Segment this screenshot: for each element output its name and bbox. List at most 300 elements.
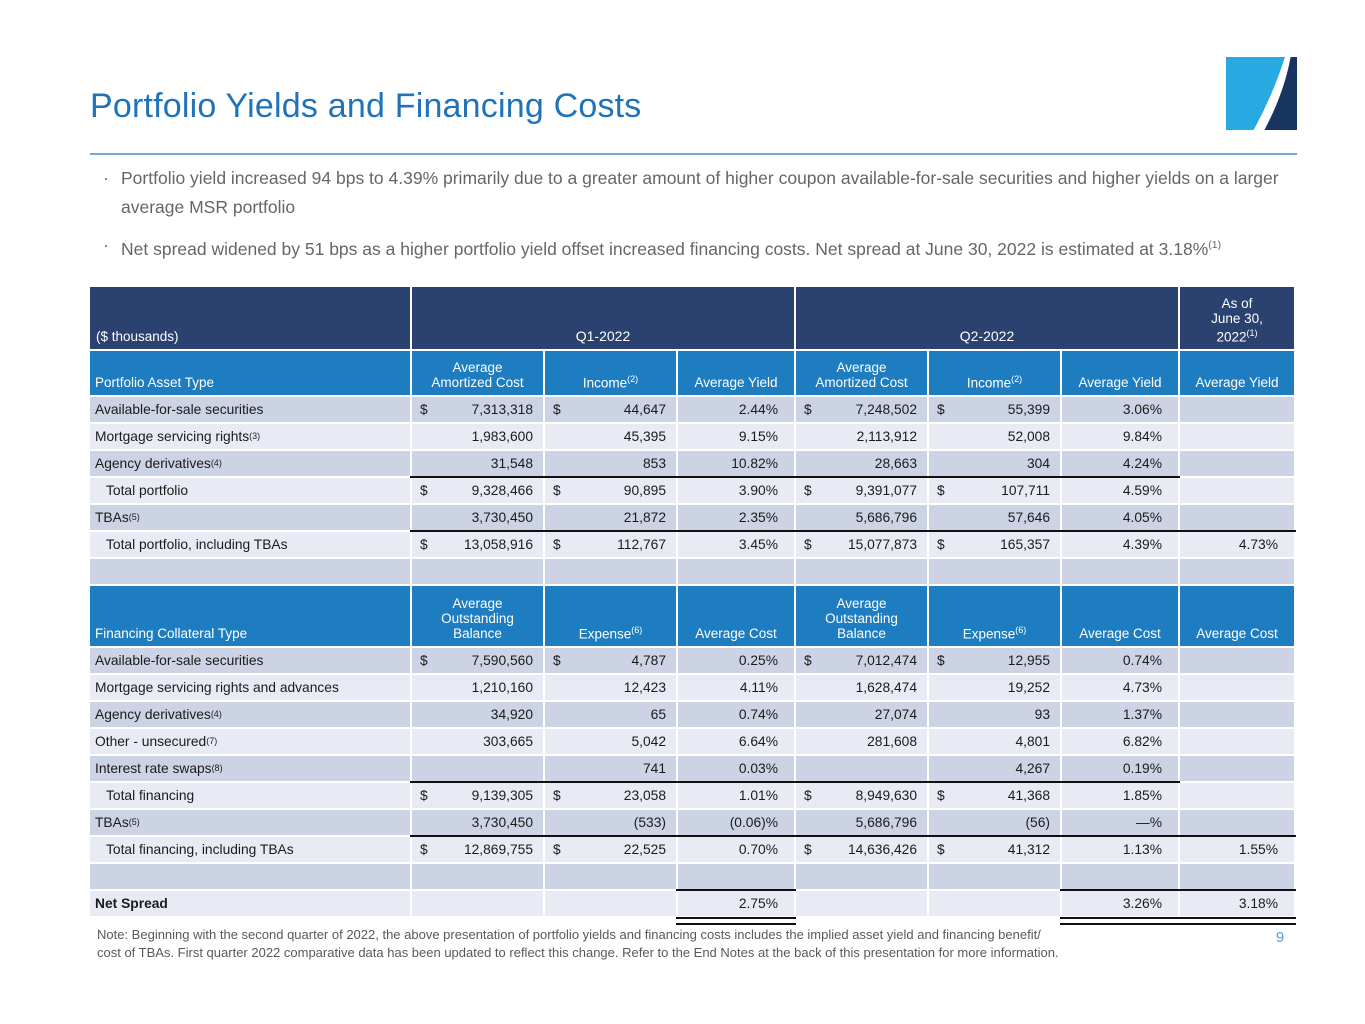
cell-value xyxy=(796,756,927,781)
cell-value xyxy=(796,729,927,754)
cell-value xyxy=(1062,648,1178,673)
cell-value xyxy=(1062,756,1178,781)
table-row xyxy=(90,451,1297,476)
value-text: 9.84% xyxy=(1122,429,1162,444)
dollar-sign: $ xyxy=(937,483,945,498)
cell-value xyxy=(545,397,676,422)
dollar-sign: $ xyxy=(420,537,428,552)
cell-value xyxy=(929,864,1060,889)
value-text: 0.25% xyxy=(738,653,778,668)
column-header-text xyxy=(963,623,1027,642)
value-text: 9,139,305 xyxy=(471,788,533,803)
header-line: Balance xyxy=(453,626,502,641)
dollar-sign: $ xyxy=(804,537,812,552)
value-text: 3,730,450 xyxy=(471,510,533,525)
value-text: 23,058 xyxy=(623,788,666,803)
cell-value xyxy=(545,532,676,557)
cell-value xyxy=(1062,810,1178,835)
value-text: 5,686,796 xyxy=(855,815,917,830)
cell-value xyxy=(1062,451,1178,476)
row-label-text: Total financing, including TBAs xyxy=(106,842,294,857)
dollar-sign: $ xyxy=(553,842,561,857)
value-text: 21,872 xyxy=(623,510,666,525)
dollar-sign: $ xyxy=(420,788,428,803)
table-row xyxy=(90,648,1297,673)
cell-value xyxy=(1062,424,1178,449)
row-label-text: Mortgage servicing rights and advances xyxy=(95,680,339,695)
value-text: 12,869,755 xyxy=(463,842,533,857)
cell-value xyxy=(412,451,543,476)
bullet-list xyxy=(103,166,1288,275)
column-header xyxy=(796,351,927,395)
header-line: Expense xyxy=(578,626,632,641)
cell-value xyxy=(796,397,927,422)
row-label-text: Available-for-sale securities xyxy=(95,402,264,417)
cell-value xyxy=(1180,891,1294,916)
as-of-group-header xyxy=(1180,287,1294,349)
cell-value xyxy=(796,559,927,584)
table-row xyxy=(90,505,1297,530)
column-header-label: Financing Collateral Type xyxy=(90,586,410,646)
footnote-ref: (2) xyxy=(627,373,639,384)
cell-value xyxy=(678,675,794,700)
value-text: 4.73% xyxy=(1122,680,1162,695)
header-line: Average xyxy=(452,596,503,611)
cell-value xyxy=(929,675,1060,700)
value-text: 7,313,318 xyxy=(471,402,533,417)
value-text: 4,801 xyxy=(1015,734,1050,749)
value-text: 5,042 xyxy=(631,734,666,749)
q1-2022-group-header xyxy=(412,287,794,349)
row-label-text: Agency derivatives xyxy=(95,456,211,471)
dollar-sign: $ xyxy=(937,402,945,417)
cell-value xyxy=(1180,675,1294,700)
cell-value xyxy=(1180,505,1294,530)
cell-value xyxy=(545,783,676,808)
value-text: 0.74% xyxy=(738,707,778,722)
value-text: 9,391,077 xyxy=(855,483,917,498)
value-text: 4,267 xyxy=(1015,761,1050,776)
value-text: 4.24% xyxy=(1122,456,1162,471)
cell-value xyxy=(929,397,1060,422)
bullet-text xyxy=(121,166,1288,220)
cell-value xyxy=(796,864,927,889)
portfolio-yields-table xyxy=(90,351,1297,584)
value-text: 112,767 xyxy=(617,537,666,552)
dollar-sign: $ xyxy=(804,402,812,417)
table-row xyxy=(90,783,1297,808)
cell-value xyxy=(678,891,794,916)
value-text: 3.06% xyxy=(1122,402,1162,417)
dollar-sign: $ xyxy=(420,653,428,668)
cell-value xyxy=(412,891,543,916)
q2-label: Q2-2022 xyxy=(959,328,1015,344)
dollar-sign: $ xyxy=(553,788,561,803)
footnote-ref: (4) xyxy=(210,457,222,468)
row-label xyxy=(90,478,410,503)
cell-value xyxy=(1180,397,1294,422)
cell-value xyxy=(412,837,543,862)
cell-value xyxy=(1062,729,1178,754)
cell-value xyxy=(796,810,927,835)
cell-value xyxy=(929,756,1060,781)
cell-value xyxy=(678,756,794,781)
cell-value xyxy=(412,648,543,673)
header-line: Amortized Cost xyxy=(431,375,524,390)
value-text: 34,920 xyxy=(490,707,533,722)
cell-value xyxy=(545,810,676,835)
cell-value xyxy=(678,810,794,835)
column-header xyxy=(412,586,543,646)
cell-value xyxy=(678,478,794,503)
cell-value xyxy=(545,648,676,673)
value-text: 41,312 xyxy=(1007,842,1050,857)
cell-value xyxy=(796,478,927,503)
cell-value xyxy=(412,532,543,557)
cell-value xyxy=(1180,864,1294,889)
footnote-ref: (7) xyxy=(206,735,218,746)
value-text: 10.82% xyxy=(731,456,778,471)
cell-value xyxy=(929,559,1060,584)
cell-value xyxy=(796,675,927,700)
column-header xyxy=(545,586,676,646)
row-label xyxy=(90,729,410,754)
table-row xyxy=(90,756,1297,781)
cell-value xyxy=(1062,675,1178,700)
row-label xyxy=(90,424,410,449)
value-text: 13,058,916 xyxy=(463,537,533,552)
table-row xyxy=(90,810,1297,835)
row-label xyxy=(90,451,410,476)
cell-value xyxy=(412,729,543,754)
column-header-text xyxy=(431,360,523,390)
column-header-text xyxy=(583,372,638,391)
cell-value xyxy=(678,783,794,808)
value-text: 9,328,466 xyxy=(471,483,533,498)
row-label-text: Agency derivatives xyxy=(95,707,211,722)
cell-value xyxy=(678,864,794,889)
table-row xyxy=(90,532,1297,557)
cell-value xyxy=(678,451,794,476)
row-label xyxy=(90,756,410,781)
value-text: 6.64% xyxy=(738,734,778,749)
value-text: 41,368 xyxy=(1007,788,1050,803)
column-header-row xyxy=(90,586,1297,646)
value-text: (0.06)% xyxy=(729,815,778,830)
dollar-sign: $ xyxy=(553,402,561,417)
column-header xyxy=(929,351,1060,395)
cell-value xyxy=(545,702,676,727)
cell-value xyxy=(412,702,543,727)
value-text: 8,949,630 xyxy=(855,788,917,803)
units-label xyxy=(90,287,410,349)
cell-value xyxy=(1180,532,1294,557)
footnote-ref: (6) xyxy=(1015,624,1027,635)
cell-value xyxy=(1062,837,1178,862)
header-line: Average Cost xyxy=(695,626,777,641)
row-label-text: TBAs xyxy=(95,510,129,525)
header-line: Average xyxy=(836,360,887,375)
column-header xyxy=(678,586,794,646)
cell-value xyxy=(545,837,676,862)
cell-value xyxy=(545,424,676,449)
dollar-sign: $ xyxy=(804,788,812,803)
footnote-line-2: cost of TBAs. First quarter 2022 comparative data has been updated to reflect this change. Refer to the End Notes at the back of this presentation for more information. xyxy=(97,944,1059,960)
value-text: 7,590,560 xyxy=(471,653,533,668)
cell-value xyxy=(929,810,1060,835)
value-text: 304 xyxy=(1026,456,1050,471)
header-line: Average xyxy=(836,596,887,611)
row-label xyxy=(90,648,410,673)
cell-value xyxy=(796,424,927,449)
row-label xyxy=(90,810,410,835)
cell-value xyxy=(678,397,794,422)
footnote-line-1: Note: Beginning with the second quarter of 2022, the above presentation of portfolio yields and financing costs includes the implied asset yield and financing benefit/ xyxy=(97,927,1041,942)
row-label xyxy=(90,397,410,422)
column-header xyxy=(1062,586,1178,646)
column-header-text xyxy=(1195,375,1278,390)
page-number: 9 xyxy=(1275,929,1285,946)
yields-and-costs-tables xyxy=(90,287,1297,918)
as-of-text xyxy=(1211,296,1263,345)
value-text: 0.70% xyxy=(738,842,778,857)
value-text: 27,074 xyxy=(874,707,917,722)
row-label-text: Available-for-sale securities xyxy=(95,653,264,668)
cell-value xyxy=(929,451,1060,476)
column-header xyxy=(1180,586,1294,646)
header-line: Income xyxy=(966,375,1012,390)
row-label-text: Total portfolio xyxy=(106,483,189,498)
header-line: Income xyxy=(582,375,628,390)
header-line: Average Yield xyxy=(694,375,778,390)
value-text: 28,663 xyxy=(874,456,917,471)
cell-value xyxy=(545,729,676,754)
as-of-line2: June 30, xyxy=(1211,310,1263,326)
row-label xyxy=(90,702,410,727)
bullet-item xyxy=(103,166,1288,220)
value-text: 12,955 xyxy=(1007,653,1050,668)
value-text: (56) xyxy=(1025,815,1050,830)
value-text: 853 xyxy=(642,456,666,471)
cell-value xyxy=(796,837,927,862)
row-label-text: Total financing xyxy=(106,788,195,803)
table-meta-header-row xyxy=(90,287,1297,349)
cell-value xyxy=(1180,648,1294,673)
financing-costs-table xyxy=(90,586,1297,916)
value-text: 19,252 xyxy=(1007,680,1050,695)
row-label xyxy=(90,783,410,808)
value-text: 52,008 xyxy=(1007,429,1050,444)
cell-value xyxy=(412,675,543,700)
footnote-text xyxy=(97,926,1227,961)
footnote-ref: (5) xyxy=(128,511,140,522)
value-text: 4,787 xyxy=(631,653,666,668)
cell-value xyxy=(412,864,543,889)
footnote-ref: (8) xyxy=(211,762,223,773)
value-text: 3.26% xyxy=(1122,896,1162,911)
column-header xyxy=(929,586,1060,646)
row-label-text: Other - unsecured xyxy=(95,734,207,749)
cell-value xyxy=(929,532,1060,557)
value-text: 7,012,474 xyxy=(855,653,917,668)
table-row xyxy=(90,729,1297,754)
q2-2022-group-header xyxy=(796,287,1178,349)
value-text: 1.01% xyxy=(738,788,778,803)
header-line: Average Cost xyxy=(1196,626,1278,641)
footnote-ref: (2) xyxy=(1011,373,1023,384)
cell-value xyxy=(1180,702,1294,727)
column-header-text xyxy=(815,360,907,390)
cell-value xyxy=(1062,532,1178,557)
row-label xyxy=(90,837,410,862)
row-label-text: Net Spread xyxy=(95,896,168,911)
value-text: 165,357 xyxy=(1000,537,1050,552)
value-text: 57,646 xyxy=(1007,510,1050,525)
cell-value xyxy=(929,729,1060,754)
footnote-ref: (3) xyxy=(249,430,261,441)
footnote-ref: (1) xyxy=(1208,238,1222,251)
page-title: Portfolio Yields and Financing Costs xyxy=(90,87,642,125)
header-line: Amortized Cost xyxy=(815,375,908,390)
table-row xyxy=(90,837,1297,862)
value-text: 4.73% xyxy=(1238,537,1278,552)
cell-value xyxy=(1062,397,1178,422)
value-text: 1,628,474 xyxy=(855,680,917,695)
value-text: 741 xyxy=(642,761,666,776)
header-line: Outstanding xyxy=(441,611,514,626)
spacer-row xyxy=(90,864,1297,889)
value-text: 15,077,873 xyxy=(847,537,917,552)
value-text: —% xyxy=(1135,815,1162,830)
cell-value xyxy=(678,648,794,673)
cell-value xyxy=(1062,864,1178,889)
value-text: 22,525 xyxy=(623,842,666,857)
header-line: Balance xyxy=(837,626,886,641)
cell-value xyxy=(678,729,794,754)
value-text: 4.05% xyxy=(1122,510,1162,525)
value-text: 1.85% xyxy=(1122,788,1162,803)
footnote-ref: (5) xyxy=(128,816,140,827)
row-label xyxy=(90,675,410,700)
table-row xyxy=(90,478,1297,503)
cell-value xyxy=(796,505,927,530)
header-line: Average Yield xyxy=(1078,375,1162,390)
value-text: 1.37% xyxy=(1122,707,1162,722)
spacer-row xyxy=(90,559,1297,584)
value-text: 31,548 xyxy=(490,456,533,471)
cell-value xyxy=(1180,756,1294,781)
column-header xyxy=(678,351,794,395)
column-header-text xyxy=(579,623,643,642)
row-label-text: Mortgage servicing rights xyxy=(95,429,250,444)
cell-value xyxy=(678,532,794,557)
cell-value xyxy=(796,648,927,673)
bullet-text-body: Net spread widened by 51 bps as a higher portfolio yield offset increased financing costs. Net spread at June 30, 2022 is estimated at 3.18% xyxy=(121,238,1209,259)
cell-value xyxy=(1062,702,1178,727)
value-text: 14,636,426 xyxy=(847,842,917,857)
column-header-row xyxy=(90,351,1297,395)
table-row xyxy=(90,675,1297,700)
cell-value xyxy=(796,783,927,808)
cell-value xyxy=(412,756,543,781)
value-text: 44,647 xyxy=(623,402,666,417)
cell-value xyxy=(545,505,676,530)
cell-value xyxy=(678,559,794,584)
cell-value xyxy=(545,451,676,476)
value-text: 2.75% xyxy=(738,896,778,911)
column-header xyxy=(545,351,676,395)
cell-value xyxy=(412,810,543,835)
bullet-item xyxy=(103,233,1288,262)
column-header xyxy=(796,586,927,646)
cell-value xyxy=(1180,424,1294,449)
value-text: 1,210,160 xyxy=(471,680,533,695)
cell-value xyxy=(929,837,1060,862)
bullet-text-body: Portfolio yield increased 94 bps to 4.39% primarily due to a greater amount of higher coupon available-for-sale securities and higher yields on a larger average MSR portfolio xyxy=(121,168,1279,217)
column-header-text xyxy=(441,596,514,641)
cell-value xyxy=(412,505,543,530)
value-text: 9.15% xyxy=(738,429,778,444)
value-text: 0.74% xyxy=(1122,653,1162,668)
dollar-sign: $ xyxy=(804,842,812,857)
column-header xyxy=(412,351,543,395)
value-text: 12,423 xyxy=(623,680,666,695)
value-text: 3,730,450 xyxy=(471,815,533,830)
cell-value xyxy=(929,478,1060,503)
dollar-sign: $ xyxy=(553,653,561,668)
dollar-sign: $ xyxy=(553,483,561,498)
value-text: 7,248,502 xyxy=(855,402,917,417)
cell-value xyxy=(545,478,676,503)
value-text: 0.19% xyxy=(1122,761,1162,776)
column-header-label: Portfolio Asset Type xyxy=(90,351,410,395)
cell-value xyxy=(1180,837,1294,862)
row-label-text: Total portfolio, including TBAs xyxy=(106,537,288,552)
footnote-ref: (4) xyxy=(210,708,222,719)
cell-value xyxy=(678,837,794,862)
cell-value xyxy=(678,505,794,530)
value-text: 65 xyxy=(650,707,666,722)
bullet-marker: · xyxy=(103,168,109,188)
value-text: 281,608 xyxy=(867,734,917,749)
row-label-text: TBAs xyxy=(95,815,129,830)
cell-value xyxy=(412,478,543,503)
value-text: 1,983,600 xyxy=(471,429,533,444)
cell-value xyxy=(1180,451,1294,476)
dollar-sign: $ xyxy=(937,788,945,803)
cell-value xyxy=(678,702,794,727)
bullet-marker: · xyxy=(103,234,109,255)
value-text: 2.35% xyxy=(738,510,778,525)
row-label xyxy=(90,559,410,584)
column-header-text xyxy=(1078,375,1161,390)
cell-value xyxy=(929,424,1060,449)
cell-value xyxy=(929,783,1060,808)
q1-label: Q1-2022 xyxy=(575,328,631,344)
as-of-line1: As of xyxy=(1221,295,1253,311)
value-text: 1.13% xyxy=(1122,842,1162,857)
dollar-sign: $ xyxy=(553,537,561,552)
dollar-sign: $ xyxy=(804,483,812,498)
footnote-ref: (1) xyxy=(1246,327,1258,338)
value-text: 5,686,796 xyxy=(855,510,917,525)
cell-value xyxy=(929,648,1060,673)
value-text: 6.82% xyxy=(1122,734,1162,749)
cell-value xyxy=(545,756,676,781)
bullet-text xyxy=(121,233,1221,262)
header-line: Average Yield xyxy=(1195,375,1279,390)
dollar-sign: $ xyxy=(937,842,945,857)
